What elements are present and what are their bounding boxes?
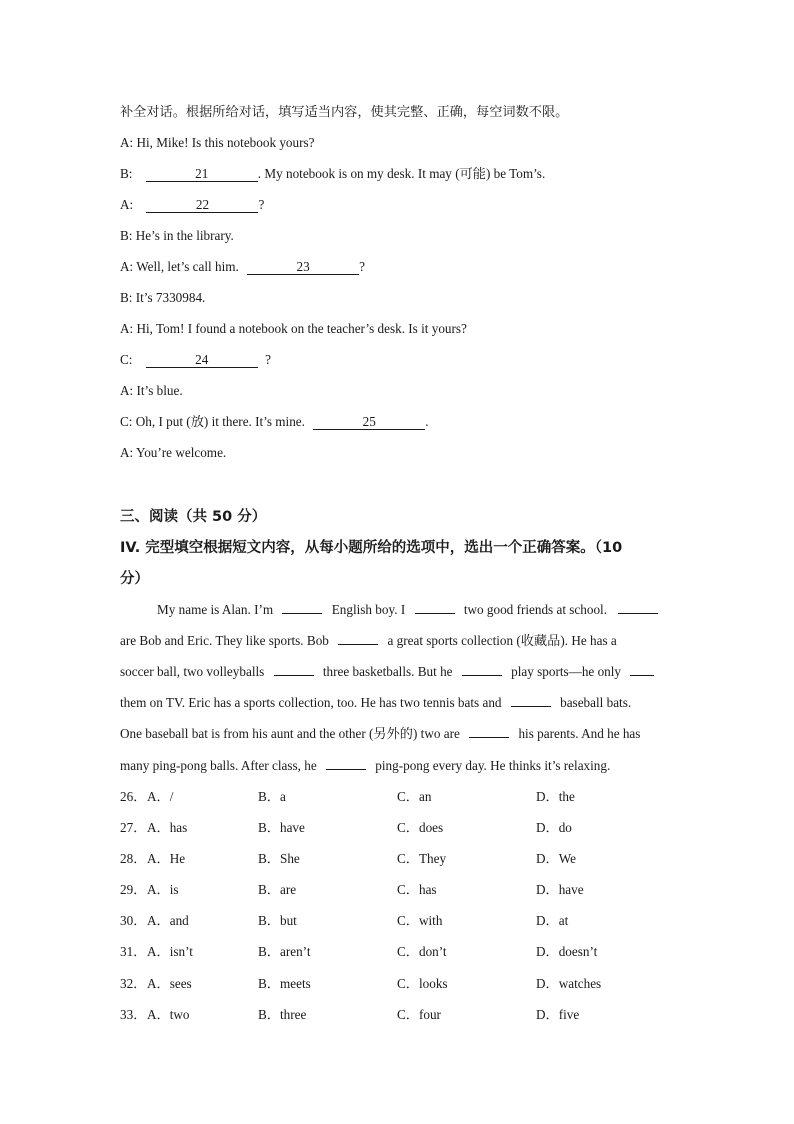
passage-text: them on TV. Eric has a sports collection, too. He has two tennis bats and bbox=[120, 695, 502, 710]
dialogue-line-3 bbox=[120, 196, 264, 214]
dialogue-line-7: A: Hi, Tom! I found a notebook on the teacher’s desk. Is it yours? bbox=[120, 321, 467, 336]
dialogue-line-9: A: It’s blue. bbox=[120, 383, 183, 398]
option-d[interactable]: D．have bbox=[536, 882, 584, 897]
question-row bbox=[120, 943, 720, 961]
question-number: 32． bbox=[120, 976, 147, 991]
question-row bbox=[120, 975, 720, 993]
passage-text: many ping-pong balls. After class, he bbox=[120, 758, 317, 773]
passage-text: English boy. I bbox=[331, 602, 406, 617]
passage-text: a great sports collection (收藏品). He has a bbox=[387, 633, 617, 648]
option-d[interactable]: D．the bbox=[536, 789, 575, 804]
dialogue-line-5 bbox=[120, 258, 365, 276]
passage-text: ping-pong every day. He thinks it’s relaxing. bbox=[375, 758, 611, 773]
passage-line-2 bbox=[120, 632, 617, 650]
passage-text: My name is Alan. I’m bbox=[157, 602, 274, 617]
section-title: 三、阅读（共 50 分） bbox=[120, 509, 267, 525]
dialogue-text: A: Well, let’s call him. bbox=[120, 259, 239, 274]
option-b[interactable]: B．but bbox=[258, 913, 297, 928]
option-a[interactable]: A．has bbox=[147, 820, 188, 835]
question-number: 33． bbox=[120, 1007, 147, 1022]
option-b[interactable]: B．three bbox=[258, 1007, 307, 1022]
part-title: IV. 完型填空根据短文内容，从每小题所给的选项中，选出一个正确答案。（10 bbox=[120, 540, 623, 556]
dialogue-text: ? bbox=[258, 197, 265, 212]
option-c[interactable]: C．looks bbox=[397, 976, 448, 991]
question-number: 30． bbox=[120, 913, 147, 928]
question-number: 27． bbox=[120, 820, 147, 835]
option-a[interactable]: A．isn’t bbox=[147, 944, 193, 959]
cloze-gap-31[interactable] bbox=[462, 663, 502, 676]
passage-text: baseball bats. bbox=[560, 695, 632, 710]
option-c[interactable]: C．with bbox=[397, 913, 443, 928]
question-number: 29． bbox=[120, 882, 147, 897]
option-d[interactable]: D．watches bbox=[536, 976, 602, 991]
answer-blank-22[interactable]: 22 bbox=[146, 197, 258, 213]
passage-text: soccer ball, two volleyballs bbox=[120, 664, 265, 679]
dialogue-line-10 bbox=[120, 413, 429, 431]
passage-text: are Bob and Eric. They like sports. Bob bbox=[120, 633, 329, 648]
cloze-gap-30[interactable] bbox=[274, 663, 314, 676]
passage-text: play sports—he only bbox=[511, 664, 622, 679]
option-b[interactable]: B．aren’t bbox=[258, 944, 311, 959]
speaker-label: C: bbox=[120, 352, 133, 367]
dialogue-text: C: Oh, I put (放) it there. It’s mine. bbox=[120, 414, 305, 429]
passage-text: his parents. And he has bbox=[518, 726, 641, 741]
option-a[interactable]: A．/ bbox=[147, 789, 174, 804]
option-a[interactable]: A．He bbox=[147, 851, 186, 866]
dialogue-text: . My notebook is on my desk. It may (可能) be Tom’s. bbox=[257, 166, 546, 181]
dialogue-text: . bbox=[425, 414, 429, 429]
dialogue-line-2 bbox=[120, 165, 545, 183]
option-a[interactable]: A．two bbox=[147, 1007, 190, 1022]
cloze-gap-28[interactable] bbox=[618, 601, 658, 614]
answer-blank-24[interactable]: 24 bbox=[146, 352, 258, 368]
question-row bbox=[120, 819, 720, 837]
cloze-gap-29[interactable] bbox=[338, 632, 378, 645]
question-row bbox=[120, 881, 720, 899]
speaker-label: A: bbox=[120, 197, 134, 212]
option-b[interactable]: B．are bbox=[258, 882, 297, 897]
dialogue-line-4: B: He’s in the library. bbox=[120, 228, 234, 243]
option-c[interactable]: C．does bbox=[397, 820, 444, 835]
answer-blank-21[interactable]: 21 bbox=[146, 166, 258, 182]
question-number: 31． bbox=[120, 944, 147, 959]
question-row bbox=[120, 1006, 720, 1024]
passage-line-3 bbox=[120, 663, 654, 681]
part-title-continued: 分） bbox=[120, 571, 149, 587]
option-a[interactable]: A．is bbox=[147, 882, 179, 897]
dialogue-line-1: A: Hi, Mike! Is this notebook yours? bbox=[120, 135, 315, 150]
option-d[interactable]: D．doesn’t bbox=[536, 944, 598, 959]
passage-line-5 bbox=[120, 725, 640, 743]
passage-line-1 bbox=[157, 601, 658, 619]
option-c[interactable]: C．four bbox=[397, 1007, 441, 1022]
passage-text: two good friends at school. bbox=[463, 602, 608, 617]
question-number: 28． bbox=[120, 851, 147, 866]
answer-blank-25[interactable]: 25 bbox=[313, 414, 425, 430]
option-d[interactable]: D．five bbox=[536, 1007, 580, 1022]
option-d[interactable]: D．We bbox=[536, 851, 576, 866]
cloze-gap-34[interactable] bbox=[469, 725, 509, 738]
passage-text: three basketballs. But he bbox=[322, 664, 453, 679]
dialogue-instruction: 补全对话。根据所给对话，填写适当内容，使其完整、正确，每空词数不限。 bbox=[120, 104, 569, 119]
option-a[interactable]: A．and bbox=[147, 913, 189, 928]
cloze-gap-27[interactable] bbox=[415, 601, 455, 614]
option-c[interactable]: C．They bbox=[397, 851, 447, 866]
option-c[interactable]: C．don’t bbox=[397, 944, 447, 959]
question-row bbox=[120, 912, 720, 930]
option-c[interactable]: C．an bbox=[397, 789, 432, 804]
speaker-label: B: bbox=[120, 166, 133, 181]
option-d[interactable]: D．do bbox=[536, 820, 572, 835]
option-b[interactable]: B．She bbox=[258, 851, 300, 866]
passage-line-6 bbox=[120, 757, 610, 775]
cloze-gap-26[interactable] bbox=[282, 601, 322, 614]
option-c[interactable]: C．has bbox=[397, 882, 437, 897]
cloze-gap-32[interactable] bbox=[630, 663, 654, 676]
dialogue-line-6: B: It’s 7330984. bbox=[120, 290, 206, 305]
option-a[interactable]: A．sees bbox=[147, 976, 192, 991]
question-number: 26． bbox=[120, 789, 147, 804]
cloze-gap-35[interactable] bbox=[326, 757, 366, 770]
option-b[interactable]: B．a bbox=[258, 789, 286, 804]
dialogue-line-8 bbox=[120, 351, 271, 369]
dialogue-line-11: A: You’re welcome. bbox=[120, 445, 227, 460]
option-b[interactable]: B．meets bbox=[258, 976, 311, 991]
passage-text: One baseball bat is from his aunt and the other (另外的) two are bbox=[120, 726, 460, 741]
dialogue-text: ? bbox=[359, 259, 365, 274]
question-row bbox=[120, 788, 720, 806]
passage-line-4 bbox=[120, 694, 631, 712]
answer-blank-23[interactable]: 23 bbox=[247, 259, 359, 275]
option-d[interactable]: D．at bbox=[536, 913, 569, 928]
cloze-gap-33[interactable] bbox=[511, 694, 551, 707]
question-row bbox=[120, 850, 720, 868]
dialogue-text: ? bbox=[265, 352, 271, 367]
option-b[interactable]: B．have bbox=[258, 820, 305, 835]
